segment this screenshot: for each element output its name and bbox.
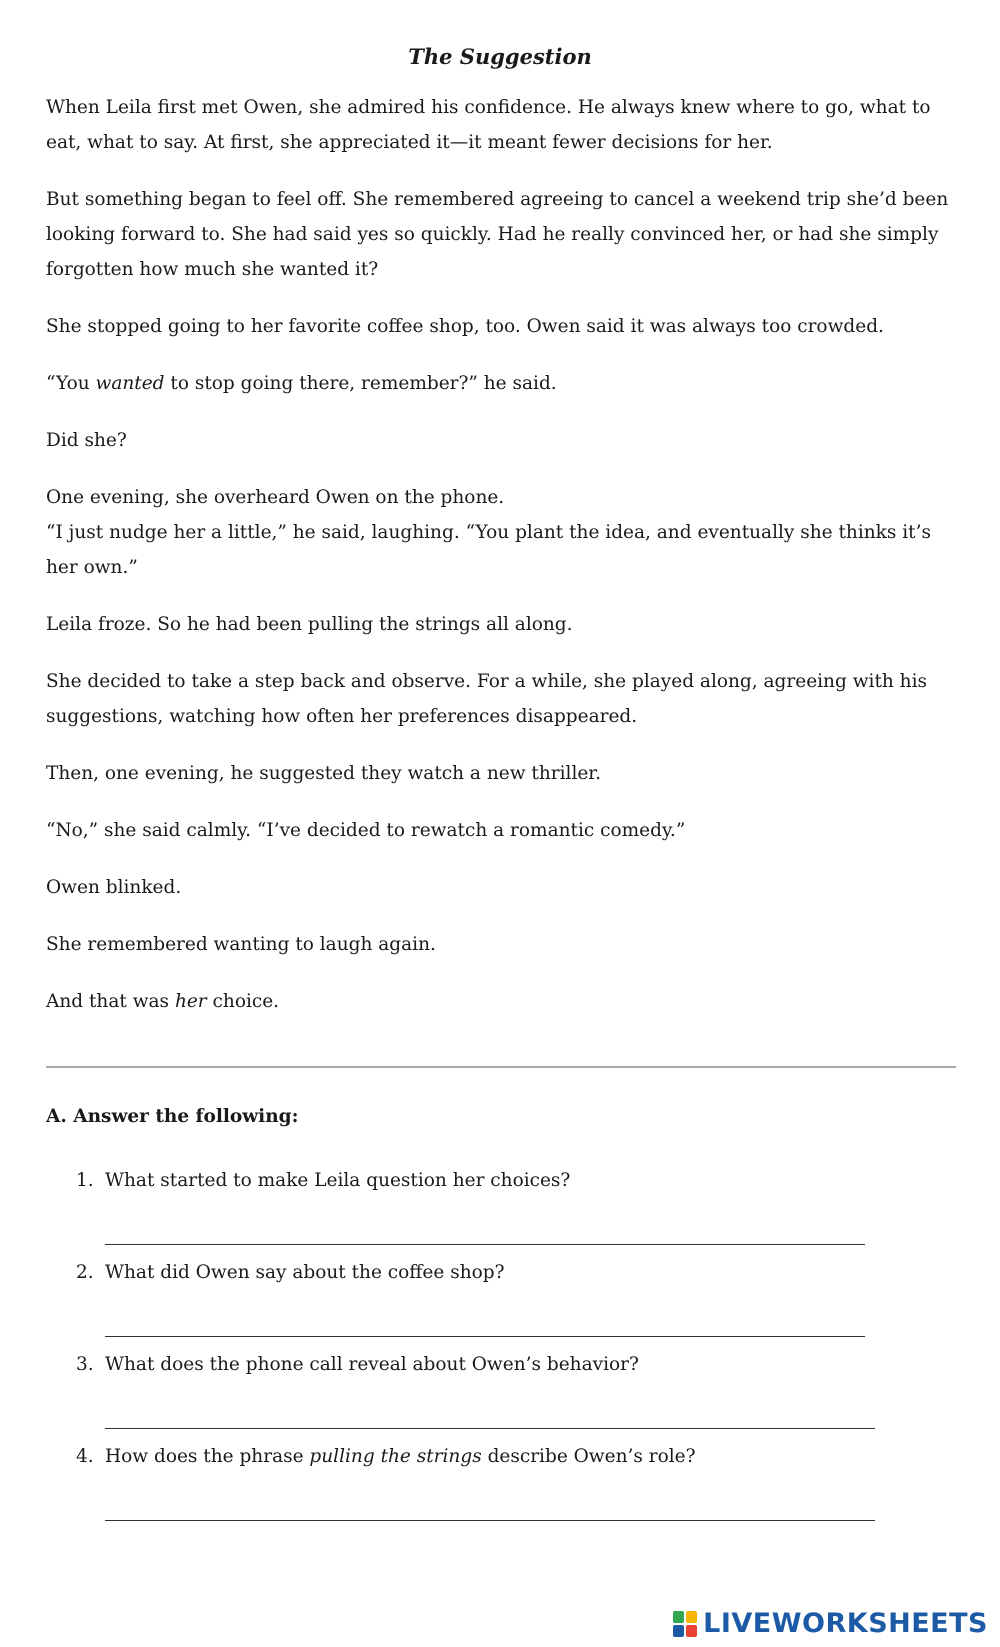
question-text: What did Owen say about the coffee shop? — [105, 1262, 505, 1283]
story-paragraph: Did she? — [46, 430, 127, 451]
page-title: The Suggestion — [408, 44, 592, 69]
story-paragraph: She remembered wanting to laugh again. — [46, 934, 436, 955]
story-paragraph: But something began to feel off. She remembered agreeing to cancel a weekend trip she’d been looking forward to. She had said yes so quickly. Had he really convinced her, or had she simply forgotten how much she wanted it? — [46, 189, 949, 280]
story-text — [46, 90, 961, 1041]
story-paragraph: “You wanted to stop going there, remember?” he said. — [46, 373, 557, 394]
question-list — [72, 1170, 892, 1538]
story-paragraph: She decided to take a step back and observe. For a while, she played along, agreeing with his suggestions, watching how often her preferences disappeared. — [46, 671, 927, 727]
question-number: 3. — [76, 1354, 94, 1375]
section-divider — [46, 1066, 956, 1068]
logo-text: LIVEWORKSHEETS — [703, 1608, 988, 1639]
story-paragraph: Owen blinked. — [46, 877, 182, 898]
story-paragraph: And that was her choice. — [46, 991, 280, 1012]
question-text: How does the phrase pulling the strings describe Owen’s role? — [105, 1446, 696, 1467]
story-paragraph: “No,” she said calmly. “I’ve decided to rewatch a romantic comedy.” — [46, 820, 686, 841]
question-item — [72, 1262, 892, 1354]
question-number: 4. — [76, 1446, 94, 1467]
question-item — [72, 1446, 892, 1538]
story-paragraph: Then, one evening, he suggested they watch a new thriller. — [46, 763, 601, 784]
story-paragraph: Leila froze. So he had been pulling the strings all along. — [46, 614, 573, 635]
exercise-heading: A. Answer the following: — [46, 1106, 299, 1127]
question-number: 2. — [76, 1262, 94, 1283]
question-item — [72, 1354, 892, 1446]
story-paragraph: “I just nudge her a little,” he said, laughing. “You plant the idea, and eventually she thinks it’s her own.” — [46, 522, 931, 578]
story-paragraph: When Leila first met Owen, she admired his confidence. He always knew where to go, what to eat, what to say. At first, she appreciated it—it meant fewer decisions for her. — [46, 97, 931, 153]
answer-field-3[interactable] — [105, 1406, 875, 1429]
liveworksheets-logo[interactable] — [673, 1608, 988, 1639]
question-text: What started to make Leila question her choices? — [105, 1170, 571, 1191]
answer-field-4[interactable] — [105, 1498, 875, 1521]
liveworksheets-logo-icon — [673, 1611, 697, 1637]
answer-field-1[interactable] — [105, 1222, 865, 1245]
story-paragraph: She stopped going to her favorite coffee shop, too. Owen said it was always too crowded. — [46, 316, 884, 337]
story-paragraph: One evening, she overheard Owen on the phone. — [46, 487, 505, 508]
answer-field-2[interactable] — [105, 1314, 865, 1337]
question-number: 1. — [76, 1170, 94, 1191]
question-item — [72, 1170, 892, 1262]
question-text: What does the phone call reveal about Owen’s behavior? — [105, 1354, 639, 1375]
